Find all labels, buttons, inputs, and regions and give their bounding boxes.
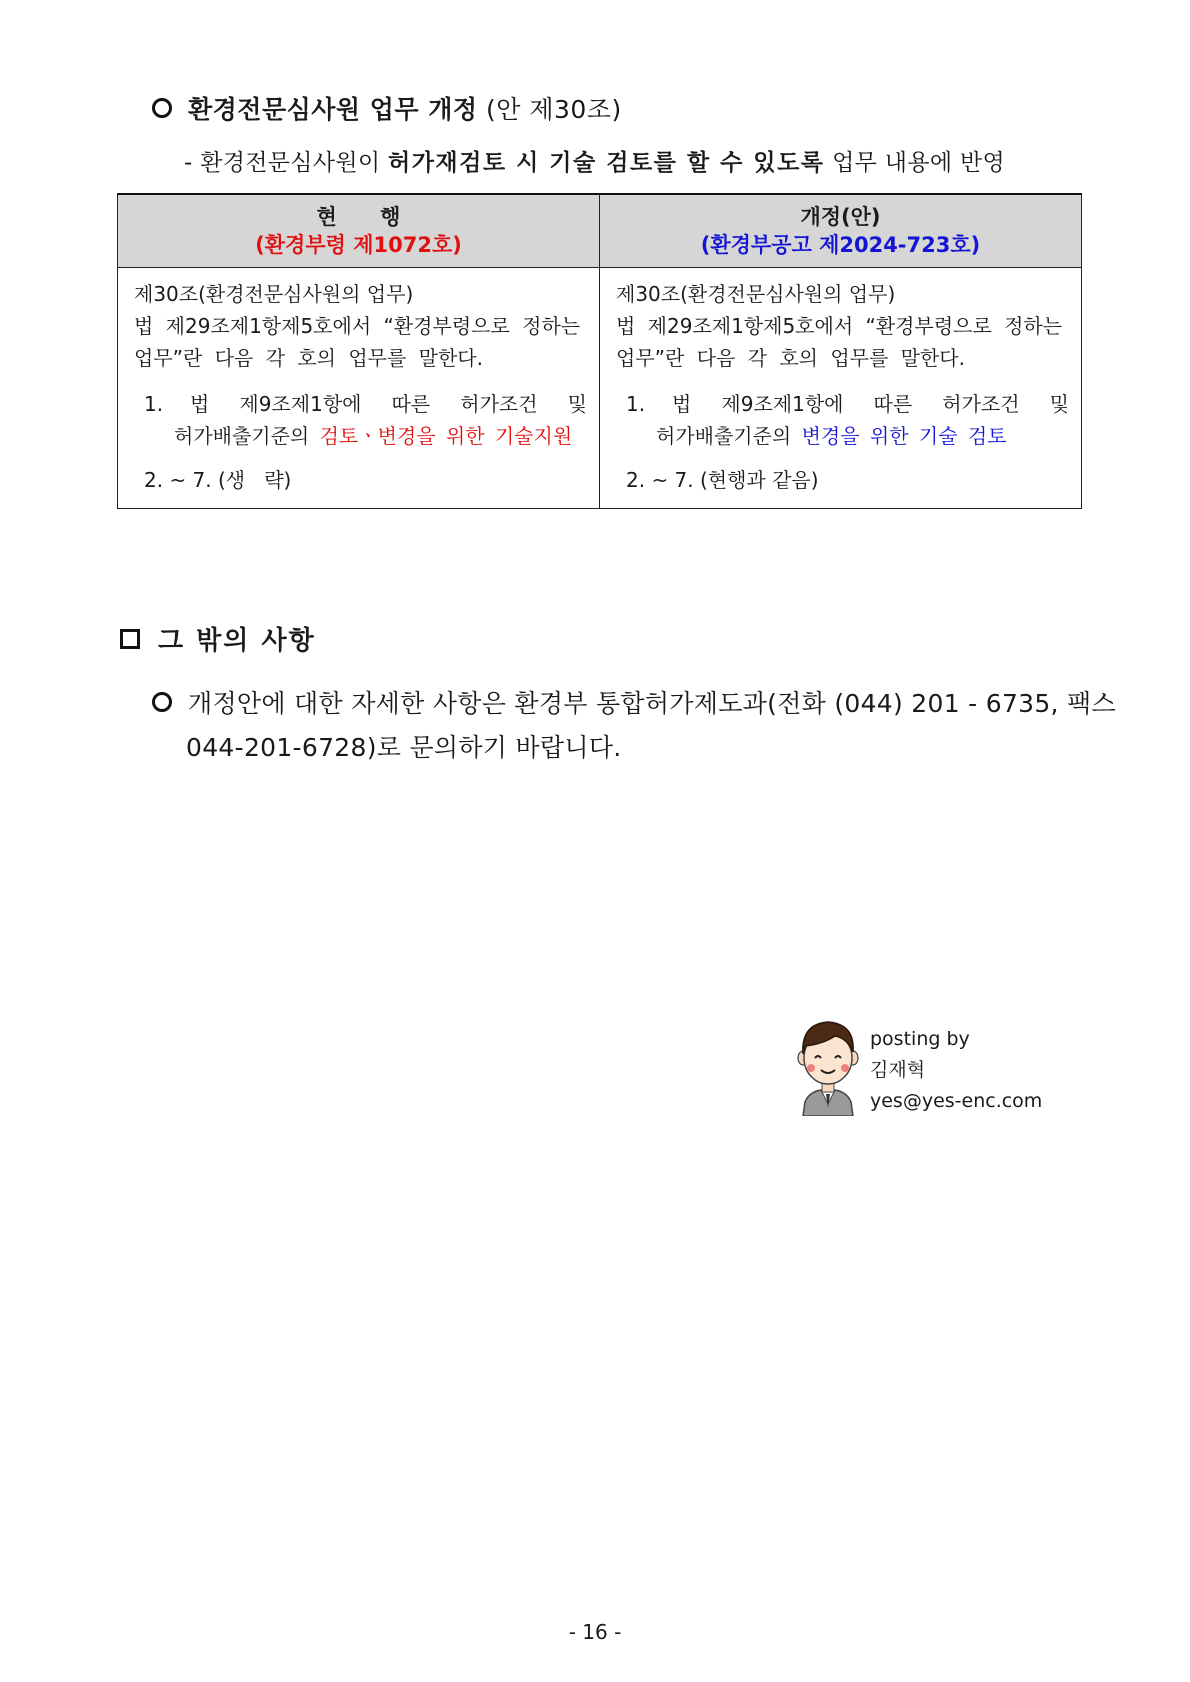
comparison-table — [117, 193, 1082, 509]
item-line: 법 제9조제1항에 따른 허가조건 및 — [672, 392, 1069, 416]
article-title: 제30조(환경전문심사원의 업무) — [134, 282, 414, 306]
contact-paragraph: 개정안에 대한 자세한 사항은 환경부 통합허가제도과(전화 (044) 201 - 6735, 팩스 044-201-6728)로 문의하기 바랍니다. — [152, 682, 1087, 770]
revision-header-title: 개정(안) — [800, 205, 881, 229]
changed-text-highlight: 변경을 위한 기술 검토 — [801, 424, 1007, 448]
current-text-cell — [118, 268, 600, 509]
changed-text-highlight: 검토ㆍ변경을 위한 기술지원 — [319, 424, 573, 448]
list-item: 2. ~ 7. (현행과 같음) — [626, 468, 819, 492]
item-line: 법 제9조제1항에 따른 허가조건 및 — [190, 392, 587, 416]
hollow-square-bullet-icon — [120, 629, 140, 649]
current-header-title: 현 행 — [316, 205, 419, 229]
hollow-circle-bullet-icon — [152, 98, 172, 118]
article-title: 제30조(환경전문심사원의 업무) — [616, 282, 896, 306]
section-heading-auditor-duties: 환경전문심사원 업무 개정 (안 제30조) — [152, 90, 622, 126]
hollow-circle-bullet-icon — [152, 692, 172, 712]
item-line: 허가배출기준의 변경을 위한 기술 검토 — [656, 424, 1007, 448]
poster-email: yes@yes-enc.com — [870, 1090, 1043, 1112]
page-number: - 16 - — [568, 1620, 622, 1644]
section-heading-other-matters: 그 밖의 사항 — [120, 620, 316, 657]
poster-label: posting by — [870, 1028, 970, 1050]
poster-avatar — [797, 1018, 859, 1116]
intro-line: 법 제29조제1항제5호에서 “환경부령으로 정하는 — [134, 314, 581, 338]
intro-line: 업무”란 다음 각 호의 업무를 말한다. — [134, 346, 483, 370]
current-column-header — [118, 194, 600, 268]
revision-header-subtitle: (환경부공고 제2024-723호) — [700, 233, 981, 257]
intro-line: 업무”란 다음 각 호의 업무를 말한다. — [616, 346, 965, 370]
list-item: 1. 법 제9조제1항에 따른 허가조건 및 — [616, 388, 1069, 420]
revision-column-header — [600, 194, 1082, 268]
list-item: 1. 법 제9조제1항에 따른 허가조건 및 — [134, 388, 587, 420]
poster-name: 김재혁 — [870, 1059, 926, 1081]
table-header-row — [118, 194, 1082, 268]
table-row — [118, 268, 1082, 509]
item-line: 허가배출기준의 검토ㆍ변경을 위한 기술지원 — [174, 424, 573, 448]
section-description: - 환경전문심사원이 허가재검토 시 기술 검토를 할 수 있도록 업무 내용에 반영 — [184, 150, 1006, 176]
revision-text-cell — [600, 268, 1082, 509]
poster-info — [870, 1024, 1042, 1117]
list-item: 2. ~ 7. (생 략) — [144, 468, 292, 492]
intro-line: 법 제29조제1항제5호에서 “환경부령으로 정하는 — [616, 314, 1063, 338]
current-header-subtitle: (환경부령 제1072호) — [255, 233, 462, 257]
